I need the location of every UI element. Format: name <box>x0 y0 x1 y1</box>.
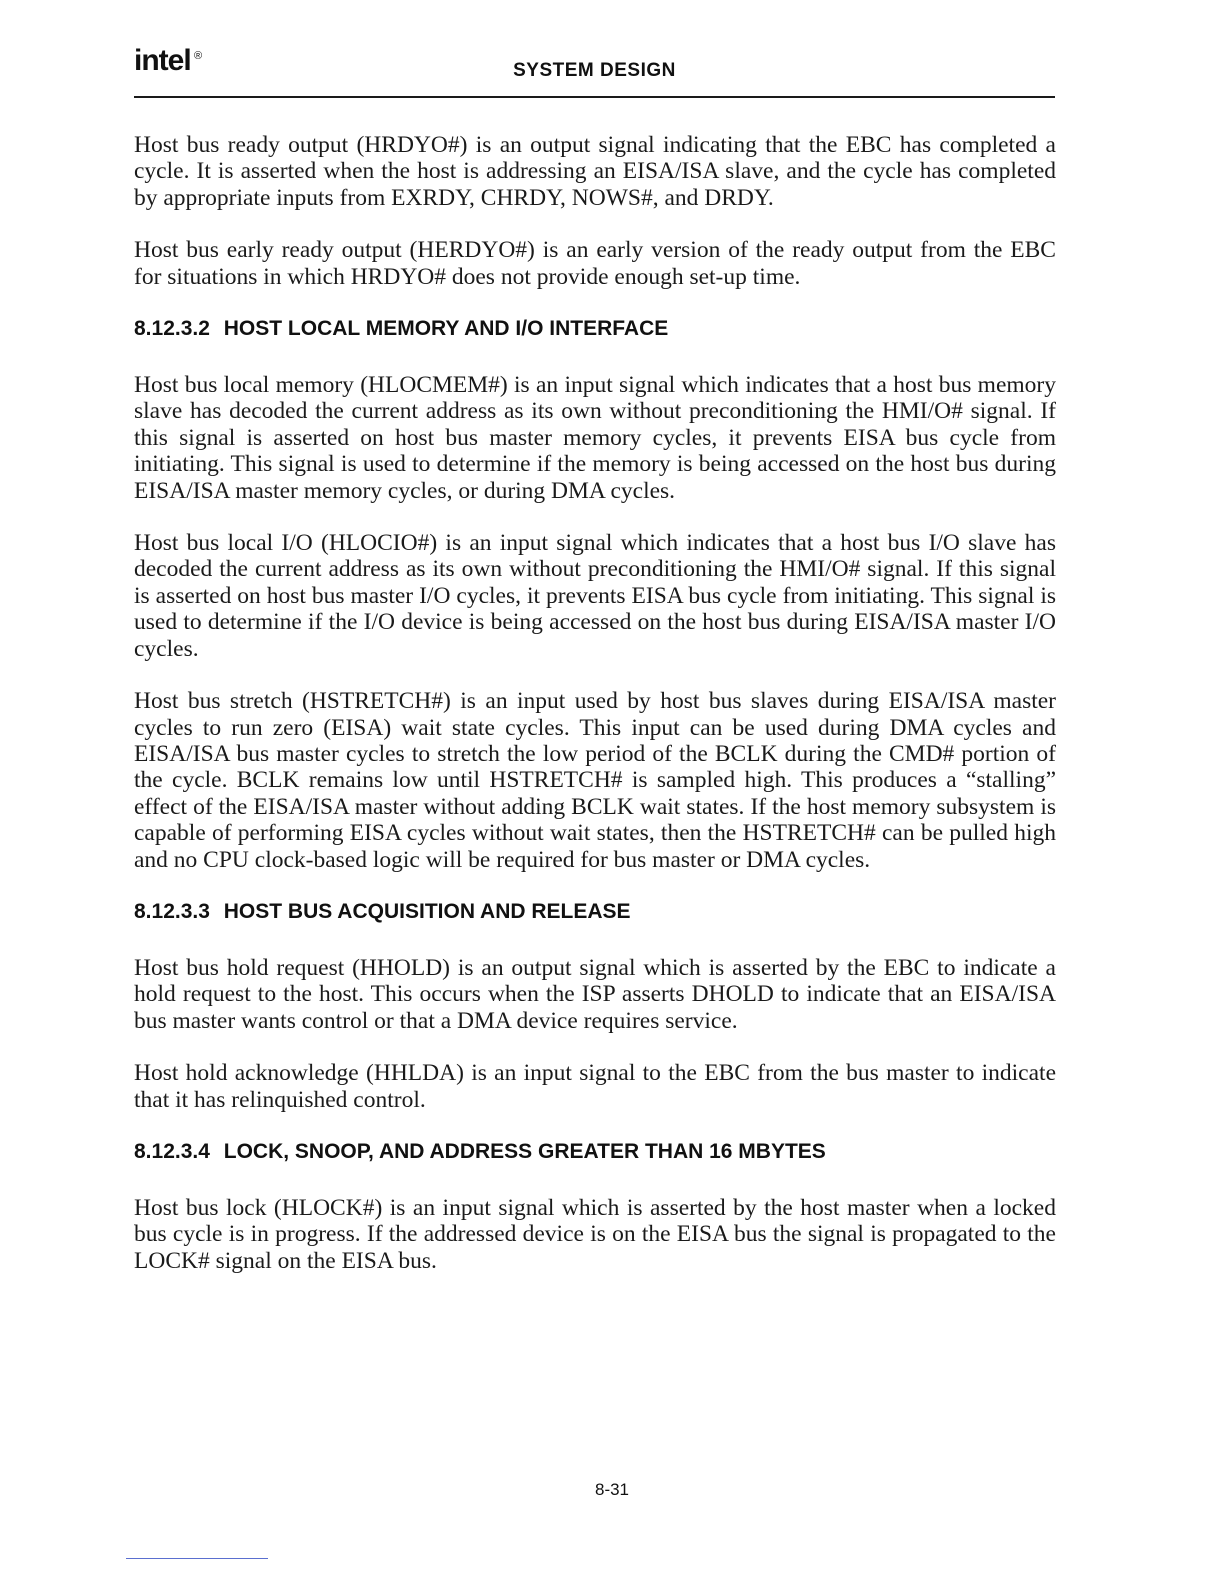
registered-mark: ® <box>194 50 203 62</box>
paragraph-hlock: Host bus lock (HLOCK#) is an input signal which is asserted by the host master when a locked bus cycle is in progress. If the addressed device is on the EISA bus the signal is propagated to the LOCK# signal on the EISA bus. <box>134 1194 1056 1274</box>
paragraph-hstretch: Host bus stretch (HSTRETCH#) is an input used by host bus slaves during EISA/ISA master cycles to run zero (EISA) wait state cycles. This input can be used during DMA cycles and EISA/ISA bus master cycles to stretch the low period of the BCLK during the CMD# portion of the cycle. BCLK remains low until HSTRETCH# is sampled high. This produces a “stalling” effect of the EISA/ISA master without adding BCLK wait states. If the host memory subsystem is capable of performing EISA cycles without wait states, then the HSTRETCH# can be pulled high and no CPU clock-based logic will be required for bus master or DMA cycles. <box>134 688 1056 873</box>
section-number: 8.12.3.4 <box>134 1139 210 1163</box>
section-heading-8-12-3-4 <box>134 1139 1056 1165</box>
section-title: LOCK, SNOOP, AND ADDRESS GREATER THAN 16 MBYTES <box>223 1139 826 1163</box>
page-number: 8-31 <box>594 1480 630 1499</box>
paragraph-hlocmem: Host bus local memory (HLOCMEM#) is an input signal which indicates that a host bus memory slave has decoded the current address as its own without preconditioning the HMI/O# signal. If this signal is asserted on host bus master memory cycles, it prevents EISA bus cycle from initiating. This signal is used to determine if the memory is being accessed on the host bus during EISA/ISA master memory cycles, or during DMA cycles. <box>134 372 1056 504</box>
section-title: HOST BUS ACQUISITION AND RELEASE <box>223 899 631 923</box>
header-title: SYSTEM DESIGN <box>513 60 676 81</box>
paragraph-herdyo: Host bus early ready output (HERDYO#) is an early version of the ready output from the EBC for situations in which HRDYO# does not provide enough set-up time. <box>134 237 1056 290</box>
paragraph-hhlda: Host hold acknowledge (HHLDA) is an input signal to the EBC from the bus master to indicate that it has relinquished control. <box>134 1060 1056 1113</box>
section-heading-8-12-3-3 <box>134 899 1056 925</box>
paragraph-hlocio: Host bus local I/O (HLOCIO#) is an input signal which indicates that a host bus I/O slave has decoded the current address as its own without preconditioning the HMI/O# signal. If this signal is asserted on host bus master I/O cycles, it prevents EISA bus cycle from initiating. This signal is used to determine if the I/O device is being accessed on the host bus during EISA/ISA master I/O cycles. <box>134 530 1056 662</box>
section-heading-8-12-3-2 <box>134 316 1056 342</box>
page-header <box>134 44 1055 98</box>
paragraph-hrdyo: Host bus ready output (HRDYO#) is an output signal indicating that the EBC has completed a cycle. It is asserted when the host is addressing an EISA/ISA slave, and the cycle has completed by appropriate inputs from EXRDY, CHRDY, NOWS#, and DRDY. <box>134 132 1056 211</box>
intel-logo: intel <box>134 44 191 77</box>
page-body <box>134 132 1056 1300</box>
footer-rule <box>126 1558 268 1559</box>
section-number: 8.12.3.2 <box>134 317 210 341</box>
paragraph-hhold: Host bus hold request (HHOLD) is an output signal which is asserted by the EBC to indicate a hold request to the host. This occurs when the ISP asserts DHOLD to indicate that an EISA/ISA bus master wants control or that a DMA device requires service. <box>134 954 1056 1034</box>
section-number: 8.12.3.3 <box>134 899 210 923</box>
section-title: HOST LOCAL MEMORY AND I/O INTERFACE <box>223 317 669 341</box>
